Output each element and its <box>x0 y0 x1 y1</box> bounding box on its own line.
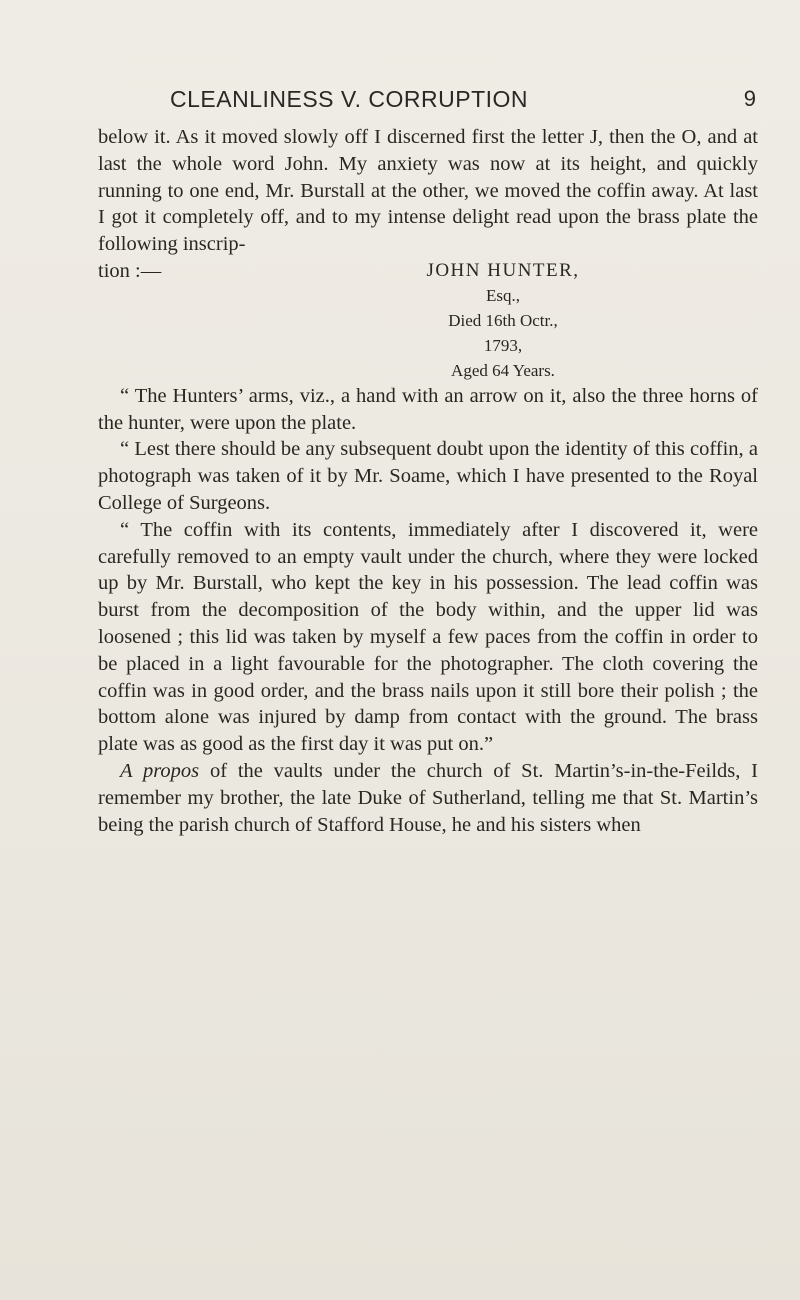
inscription-title: Esq., <box>486 285 520 305</box>
paragraph-4: “ The coffin with its contents, immediately after I discovered it, were carefully removed to an empty vault under the church, where they were locked up by Mr. Burstall, who kept the key in his possession. The lead coffin was burst from the decomposition of the body within, and the upper lid was loosened ; this lid was taken by myself a few paces from the coffin in order to be placed in a light favourable for the photographer. The cloth covering the coffin was in good order, and the brass nails upon it still bore their polish ; the bottom alone was injured by damp from contact with the ground. The brass plate was as good as the first day it was put on.” <box>98 518 758 756</box>
paragraph-5-italic: A propos <box>120 759 200 782</box>
body-text <box>98 124 758 838</box>
inscription-year: 1793, <box>483 335 523 355</box>
paragraph-2: “ The Hunters’ arms, viz., a hand with an arrow on it, also the three horns of the hunter, were upon the plate. <box>98 384 758 434</box>
running-title: CLEANLINESS V. CORRUPTION <box>170 86 529 112</box>
inscription-age: Aged 64 Years. <box>451 360 555 380</box>
paragraph-1: below it. As it moved slowly off I discerned first the letter J, then the O, and at last the whole word John. My anxiety was now at its height, and quickly running to one end, Mr. Burstall at the other, we moved the coffin away. At last I got it completely off, and to my intense delight read upon the brass plate the following inscrip- <box>98 126 758 256</box>
paragraph-5-rest: of the vaults under the church of St. Martin’s-in-the-Feilds, I remember my brother, the late Duke of Sutherland, telling me that St. Martin’s being the parish church of Stafford House, he and his sisters when <box>98 759 759 836</box>
paragraph-5 <box>98 758 758 838</box>
running-head <box>100 86 756 116</box>
paragraph-1-end: tion :— <box>98 259 162 282</box>
page-number: 9 <box>743 86 756 111</box>
coffin-inscription <box>98 258 758 383</box>
inscription-name: JOHN HUNTER, <box>426 259 580 281</box>
paragraph-3: “ Lest there should be any subsequent doubt upon the identity of this coffin, a photograph was taken of it by Mr. Soame, which I have presented to the Royal College of Surgeons. <box>98 438 758 514</box>
inscription-died: Died 16th Octr., <box>448 310 558 330</box>
